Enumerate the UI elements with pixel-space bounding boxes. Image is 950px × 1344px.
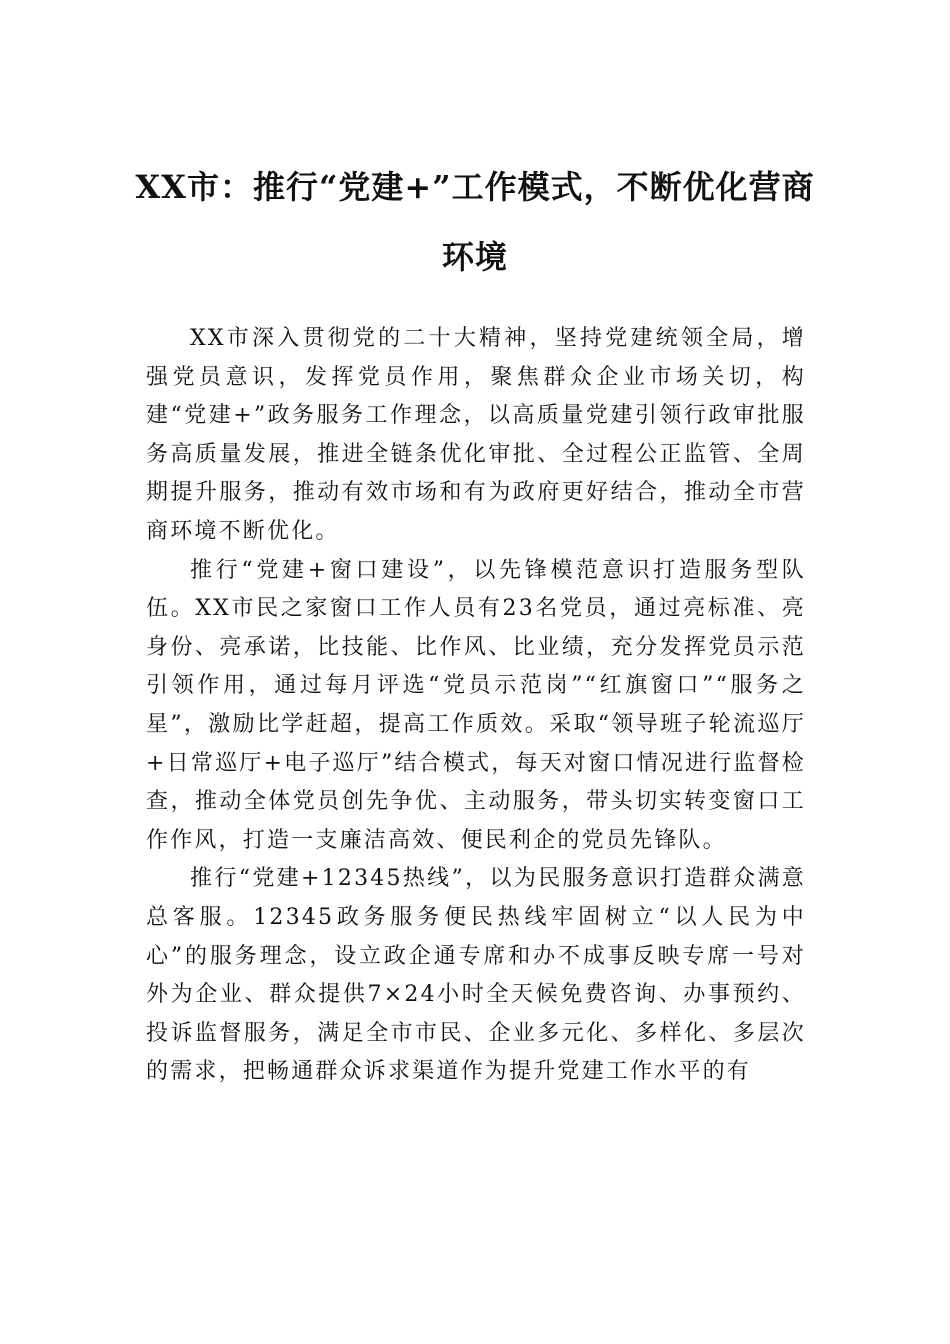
paragraph-hotline: 推行“党建+12345热线”，以为民服务意识打造群众满意总客服。12345政务服务便民热线牢固树立“以人民为中心”的服务理念，设立政企通专席和办不成事反映专席一号对外为企业、群众提供7×24小时全天候免费咨询、办事预约、投诉监督服务，满足全市市民、企业多元化、多样化、多层次的需求，把畅通群众诉求渠道作为提升党建工作水平的有 [146,866,806,1085]
paragraph-window-building: 推行“党建+窗口建设”，以先锋模范意识打造服务型队伍。XX市民之家窗口工作人员有23名党员，通过亮标准、亮身份、亮承诺，比技能、比作风、比业绩，充分发挥党员示范引领作用，通过每月评选“党员示范岗”“红旗窗口”“服务之星”，激励比学赶超，提高工作质效。采取“领导班子轮流巡厅+日常巡厅+电子巡厅”结合模式，每天对窗口情况进行监督检查，推动全体党员创先争优、主动服务，带头切实转变窗口工作作风，打造一支廉洁高效、便民利企的党员先锋队。 [146,557,806,853]
document-title: XX市：推行“党建+”工作模式，不断优化营商环境 [135,168,815,276]
document-body [146,320,806,1092]
paragraph-intro: XX市深入贯彻党的二十大精神，坚持党建统领全局，增强党员意识，发挥党员作用，聚焦群众企业市场关切，构建“党建+”政务服务工作理念，以高质量党建引领行政审批服务高质量发展，推进全链条优化审批、全过程公正监管、全周期提升服务，推动有效市场和有为政府更好结合，推动全市营商环境不断优化。 [146,326,806,544]
